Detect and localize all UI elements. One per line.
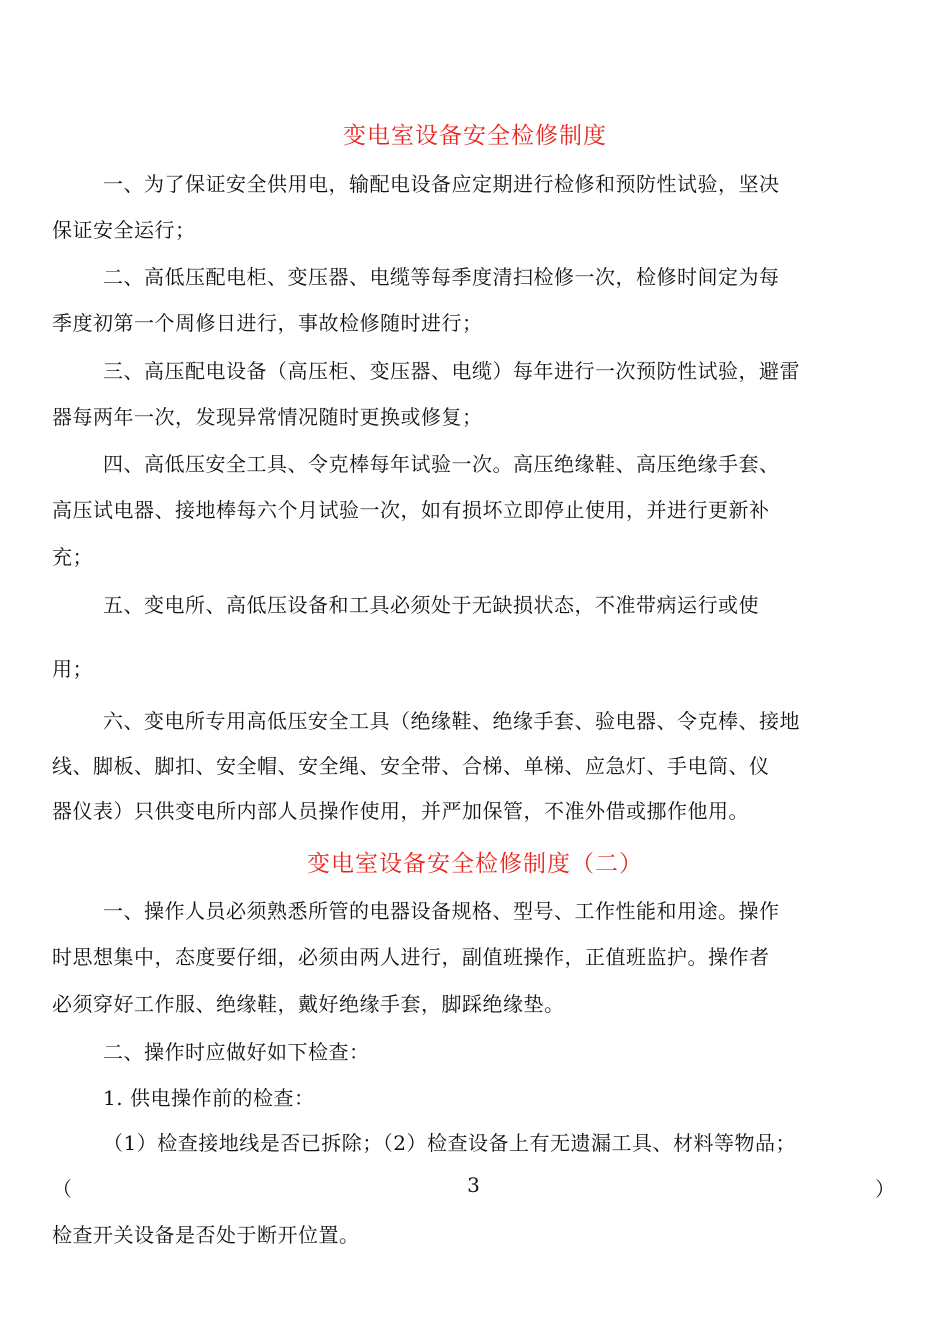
paragraph-3-line-2: 器每两年一次，发现异常情况随时更换或修复；: [52, 405, 483, 429]
item-number: 3: [467, 1173, 480, 1197]
section-2-paragraph-2: 二、操作时应做好如下检查：: [103, 1040, 370, 1064]
paragraph-2-line-1: 二、高低压配电柜、变压器、电缆等每季度清扫检修一次，检修时间定为每: [103, 265, 780, 289]
paragraph-5-line-2: 用；: [52, 657, 93, 681]
close-paren: ）: [874, 1177, 895, 1201]
paragraph-6-line-3: 器仪表）只供变电所内部人员操作使用，并严加保管，不准外借或挪作他用。: [52, 799, 749, 823]
paragraph-6-line-2: 线、脚板、脚扣、安全帽、安全绳、安全带、合梯、单梯、应急灯、手电筒、仪: [52, 754, 770, 778]
paragraph-5-line-1: 五、变电所、高低压设备和工具必须处于无缺损状态，不准带病运行或使: [103, 593, 759, 617]
paragraph-4-line-2: 高压试电器、接地棒每六个月试验一次，如有损坏立即停止使用，并进行更新补: [52, 498, 770, 522]
paragraph-4-line-1: 四、高低压安全工具、令克棒每年试验一次。高压绝缘鞋、高压绝缘手套、: [103, 452, 780, 476]
paragraph-6-line-1: 六、变电所专用高低压安全工具（绝缘鞋、绝缘手套、验电器、令克棒、接地: [103, 709, 800, 733]
section-title: 变电室设备安全检修制度（二）: [307, 851, 643, 877]
paragraph-1-line-2: 保证安全运行；: [52, 218, 196, 242]
section-2-paragraph-1-line-2: 时思想集中，态度要仔细，必须由两人进行，副值班操作，正值班监护。操作者: [52, 945, 770, 969]
section-2-paragraph-1-line-1: 一、操作人员必须熟悉所管的电器设备规格、型号、工作性能和用途。操作: [103, 899, 780, 923]
paragraph-4-line-3: 充；: [52, 545, 93, 569]
section-2-item-1-line-3: 检查开关设备是否处于断开位置。: [52, 1223, 360, 1247]
section-2-paragraph-1-line-3: 必须穿好工作服、绝缘鞋，戴好绝缘手套，脚踩绝缘垫。: [52, 992, 565, 1016]
open-paren: （: [52, 1177, 72, 1201]
document-title: 变电室设备安全检修制度: [343, 123, 607, 149]
paragraph-1-line-1: 一、为了保证安全供用电，输配电设备应定期进行检修和预防性试验，坚决: [103, 172, 780, 196]
section-2-item-1-line-1: （1）检查接地线是否已拆除；（2）检查设备上有无遗漏工具、材料等物品；: [103, 1131, 796, 1155]
paragraph-2-line-2: 季度初第一个周修日进行，事故检修随时进行；: [52, 311, 483, 335]
section-2-item-1-line-2: [52, 1173, 895, 1202]
section-2-item-1-heading: 1. 供电操作前的检查：: [103, 1086, 315, 1110]
paragraph-3-line-1: 三、高压配电设备（高压柜、变压器、电缆）每年进行一次预防性试验，避雷: [103, 359, 800, 383]
